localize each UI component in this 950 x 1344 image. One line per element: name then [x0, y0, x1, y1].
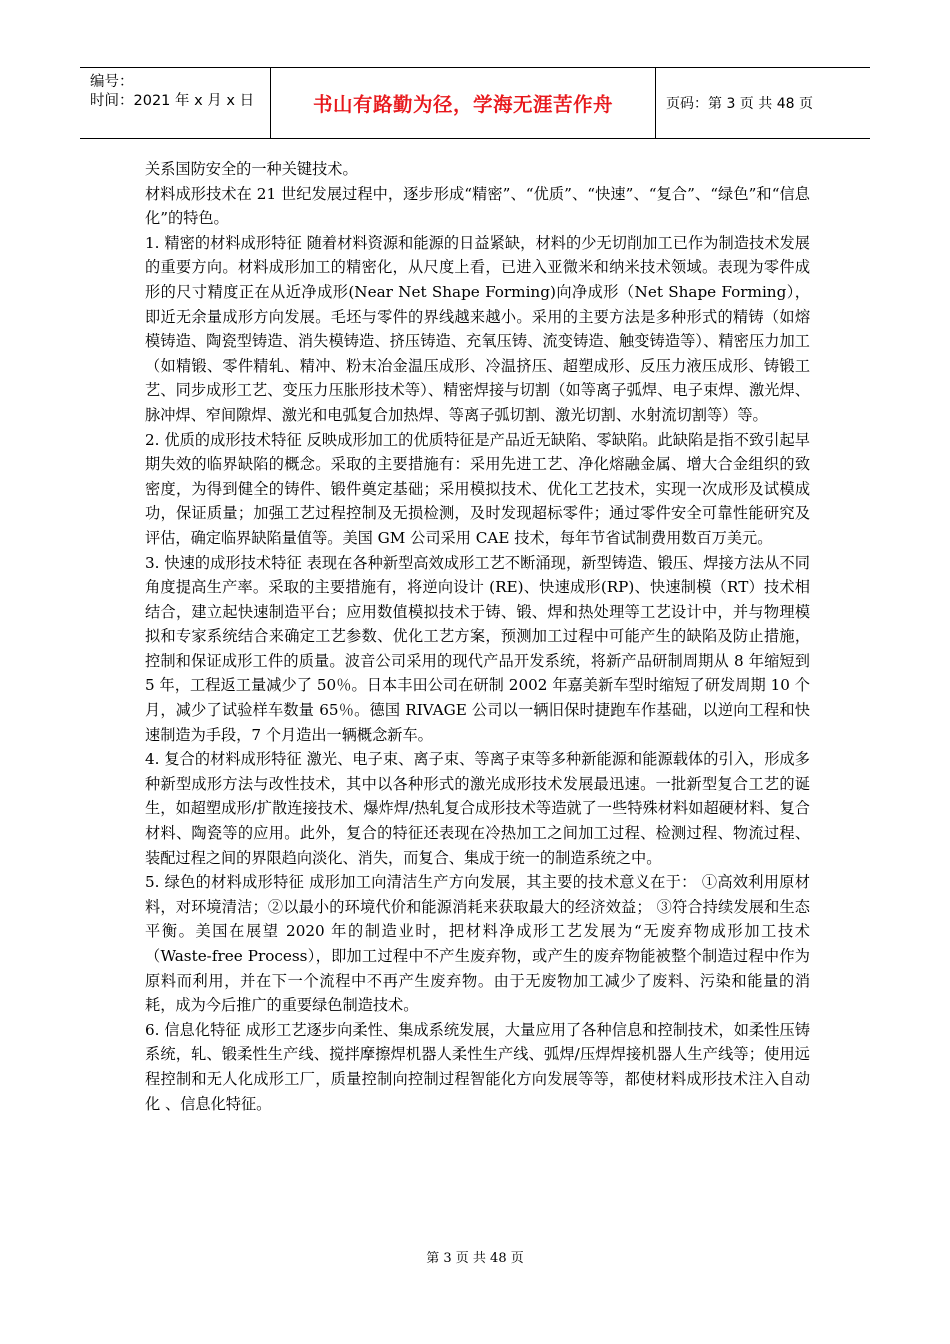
document-time-label: 时间：2021 年 x 月 x 日 [90, 93, 255, 109]
paragraph-precision: 1. 精密的材料成形特征 随着材料资源和能源的日益紧缺，材料的少无切削加工已作为制造技术发展的重要方向。材料成形加工的精密化，从尺度上看，已进入亚微米和纳米技术领域。表现为零件成形的尺寸精度正在从近净成形(Near Net Shape Forming)向净成形（Net Shape Forming），即近无余量成形方向发展。毛坯与零件的界线越来越小。采用的主要方法是多种形式的精铸（如熔模铸造、陶瓷型铸造、消失模铸造、挤压铸造、充氧压铸、流变铸造、触变铸造等）、精密压力加工（如精锻、零件精轧、精冲、粉末冶金温压成形、冷温挤压、超塑成形、反压力液压成形、铸锻工艺、同步成形工艺、变压力压胀形技术等）、精密焊接与切割（如等离子弧焊、电子束焊、激光焊、脉冲焊、窄间隙焊、激光和电弧复合加热焊、等离子弧切割、激光切割、水射流切割等）等。 [145, 233, 810, 424]
paragraph-speed: 3. 快速的成形技术特征 表现在各种新型高效成形工艺不断涌现，新型铸造、锻压、焊接方法从不同角度提高生产率。采取的主要措施有，将逆向设计 (RE)、快速成形(RP)、快速制模（RT）技术相结合，建立起快速制造平台；应用数值模拟技术于铸、锻、焊和热处理等工艺设计中，并与物理模拟和专家系统结合来确定工艺参数、优化工艺方案，预测加工过程中可能产生的缺陷及防止措施，控制和保证成形工件的质量。波音公司采用的现代产品开发系统，将新产品研制周期从 8 年缩短到 5 年，工程返工量减少了 50％。日本丰田公司在研制 2002 年嘉美新车型时缩短了研发周期 10 个月，减少了试验样车数量 65％。德国 RIVAGE 公司以一辆旧保时捷跑车作基础，以逆向工程和快速制造为手段，7 个月造出一辆概念新车。 [145, 553, 810, 744]
header-page-info: 页码：第 3 页 共 48 页 [666, 96, 813, 112]
page-footer: 第 3 页 共 48 页 [426, 1251, 524, 1266]
header-meta-cell [80, 68, 271, 138]
header-page-cell [656, 68, 870, 138]
paragraph-informatization: 6. 信息化特征 成形工艺逐步向柔性、集成系统发展，大量应用了各种信息和控制技术，如柔性压铸系统，轧、锻柔性生产线、搅拌摩擦焊机器人柔性生产线、弧焊/压焊焊接机器人生产线等；使用远程控制和无人化成形工厂，质量控制向控制过程智能化方向发展等等，都使材料成形技术注入自动化 、信息化特征。 [145, 1020, 810, 1113]
paragraph-overview: 材料成形技术在 21 世纪发展过程中，逐步形成“精密”、“优质”、“快速”、“复合”、“绿色”和“信息化”的特色。 [145, 184, 810, 228]
header-motto: 书山有路勤为径，学海无涯苦作舟 [312, 93, 613, 116]
document-body [145, 157, 810, 1116]
paragraph-green: 5. 绿色的材料成形特征 成形加工向清洁生产方向发展，其主要的技术意义在于： ①高效利用原材料，对环境清洁；②以最小的环境代价和能源消耗来获取最大的经济效益； ③符合持续发展和生态平衡。美国在展望 2020 年的制造业时，把材料净成形工艺发展为“无废弃物成形加工技术（Waste-free Process），即加工过程中不产生废弃物，或产生的废弃物能被整个制造过程中作为原料而利用，并在下一个流程中不再产生废弃物。由于无废物加工减少了废料、污染和能量的消耗，成为今后推广的重要绿色制造技术。 [145, 873, 810, 1015]
paragraph-quality: 2. 优质的成形技术特征 反映成形加工的优质特征是产品近无缺陷、零缺陷。此缺陷是指不致引起早期失效的临界缺陷的概念。采取的主要措施有：采用先进工艺、净化熔融金属、增大合金组织的致密度，为得到健全的铸件、锻件奠定基础；采用模拟技术、优化工艺技术，实现一次成形及试模成功，保证质量；加强工艺过程控制及无损检测，及时发现超标零件；通过零件安全可靠性能研究及评估，确定临界缺陷量值等。美国 GM 公司采用 CAE 技术，每年节省试制费用数百万美元。 [145, 430, 810, 547]
paragraph-composite: 4. 复合的材料成形特征 激光、电子束、离子束、等离子束等多种新能源和能源载体的引入，形成多种新型成形方法与改性技术，其中以各种形式的激光成形技术发展最迅速。一批新型复合工艺的诞生，如超塑成形/扩散连接技术、爆炸焊/热轧复合成形技术等造就了一些特殊材料如超硬材料、复合材料、陶瓷等的应用。此外，复合的特征还表现在冷热加工之间加工过程、检测过程、物流过程、装配过程之间的界限趋向淡化、消失，而复合、集成于统一的制造系统之中。 [145, 750, 810, 867]
header-motto-cell [271, 68, 656, 138]
document-number-label: 编号： [90, 74, 134, 90]
paragraph-intro-tail: 关系国防安全的一种关键技术。 [145, 160, 358, 178]
page-header [80, 67, 870, 139]
